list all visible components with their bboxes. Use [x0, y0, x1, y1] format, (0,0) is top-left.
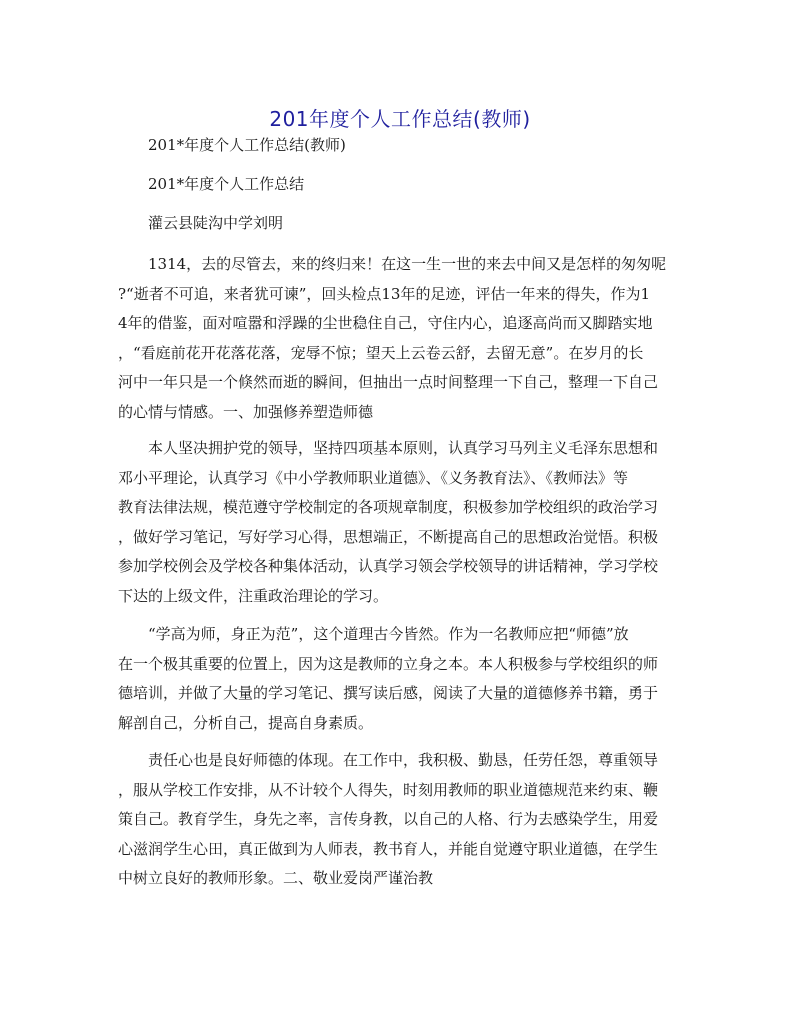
paragraph-line: 本人坚决拥护党的领导，坚持四项基本原则，认真学习马列主义毛泽东思想和 — [148, 439, 659, 457]
paragraph-line: 策自己。教育学生，身先之率，言传身教，以自己的人格、行为去感染学生，用爱 — [118, 810, 659, 828]
paragraph-3 — [118, 620, 683, 738]
paragraph-line: 责任心也是良好师德的体现。在工作中，我积极、勤恳，任劳任怨，尊重领导 — [148, 751, 659, 769]
paragraph-1 — [118, 250, 683, 427]
paragraph-line: 解剖自己，分析自己，提高自身素质。 — [118, 713, 374, 732]
intro-block-2 — [118, 170, 683, 200]
paragraph-line: 的心情与情感。一、加强修养塑造师德 — [118, 402, 374, 421]
paragraph-line: 1314，去的尽管去，来的终归来！在这一生一世的来去中间又是怎样的匆匆呢 — [148, 255, 667, 273]
paragraph-line: 4年的借鉴，面对喧嚣和浮躁的尘世稳住自己，守住内心，追逐高尚而又脚踏实地 — [118, 314, 653, 332]
paragraph-line: ，“看庭前花开花落花落，宠辱不惊；望天上云卷云舒，去留无意”。在岁月的长 — [118, 343, 644, 362]
paragraph-line: 德培训，并做了大量的学习笔记、撰写读后感，阅读了大量的道德修养书籍，勇于 — [118, 684, 659, 702]
paragraph-line: “学高为师，身正为范”，这个道理古今皆然。作为一名教师应把“师德”放 — [148, 625, 629, 643]
document-title: 201年度个人工作总结(教师) — [269, 107, 531, 131]
subtitle-2: 201*年度个人工作总结 — [148, 175, 305, 193]
paragraph-line: 心滋润学生心田，真正做到为人师表，教书育人，并能自觉遵守职业道德，在学生 — [118, 839, 659, 858]
paragraph-line: 邓小平理论，认真学习《中小学教师职业道德》、《义务教育法》、《教师法》等 — [118, 468, 629, 487]
paragraph-4 — [118, 746, 683, 894]
paragraph-line: 参加学校例会及学校各种集体活动，认真学习领会学校领导的讲话精神，学习学校 — [118, 557, 659, 575]
paragraph-line: 中树立良好的教师形象。二、敬业爱岗严谨治教 — [118, 869, 434, 887]
author-line: 灌云县陡沟中学刘明 — [148, 214, 284, 232]
subtitle-1: 201*年度个人工作总结(教师) — [148, 136, 346, 154]
intro-block — [118, 131, 683, 161]
paragraph-line: 河中一年只是一个倏然而逝的瞬间，但抽出一点时间整理一下自己，整理一下自己 — [118, 373, 659, 391]
paragraph-line: 下达的上级文件，注重政治理论的学习。 — [118, 586, 389, 605]
paragraph-line: 在一个极其重要的位置上，因为这是教师的立身之本。本人积极参与学校组织的师 — [118, 654, 659, 673]
paragraph-line: ?“逝者不可追，来者犹可谏”，回头检点13年的足迹，评估一年来的得失，作为1 — [118, 284, 651, 303]
author-block — [118, 209, 683, 239]
paragraph-line: ，做好学习笔记，写好学习心得，思想端正，不断提高自己的思想政治觉悟。积极 — [118, 527, 659, 546]
paragraph-line: ，服从学校工作安排，从不计较个人得失，时刻用教师的职业道德规范来约束、鞭 — [118, 780, 659, 799]
paragraph-line: 教育法律法规，模范遵守学校制定的各项规章制度，积极参加学校组织的政治学习 — [118, 498, 659, 516]
paragraph-2 — [118, 434, 683, 611]
